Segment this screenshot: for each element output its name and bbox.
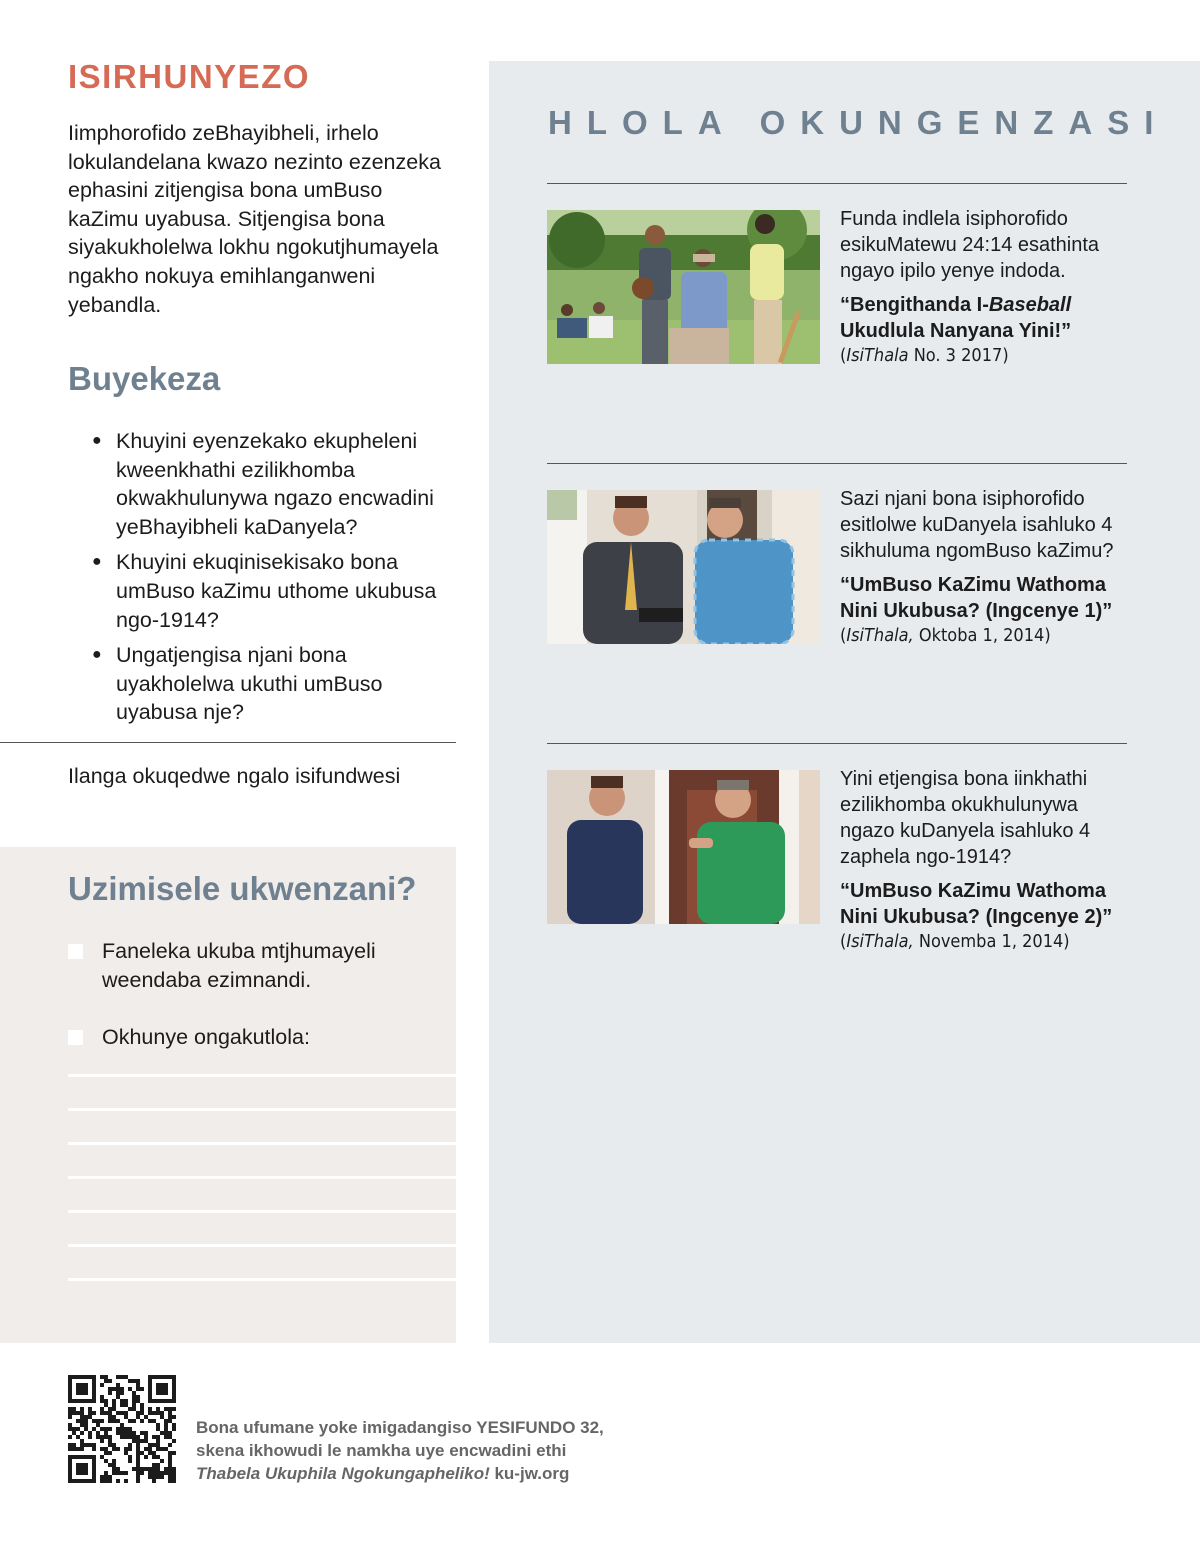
source-paren: ( (840, 345, 847, 366)
review-list (92, 427, 452, 734)
article-title-link[interactable] (840, 292, 1130, 344)
article-photo (547, 490, 820, 644)
article-description: Sazi njani bona isiphorofido esitlolwe kuDanyela isahluko 4 sikhuluma ngomBuso kaZimu? (840, 488, 1114, 562)
divider (0, 742, 456, 743)
checkbox[interactable] (68, 944, 83, 959)
write-in-line[interactable] (68, 1176, 456, 1179)
source-publication: IsiThala (846, 345, 909, 366)
write-in-line[interactable] (68, 1244, 456, 1247)
article-source (840, 930, 1130, 954)
article-title-link[interactable]: “UmBuso KaZimu Wathoma Nini Ukubusa? (Ingcenye 2)” (840, 880, 1113, 928)
completion-date-label: Ilanga okuqedwe ngalo isifundwesi (68, 764, 401, 788)
bullet-icon: ● (92, 553, 102, 571)
bullet-icon: ● (92, 646, 102, 664)
divider (547, 183, 1127, 184)
article-photo (547, 210, 820, 364)
article-title-text: Ukudlula Nanyana Yini!” (840, 320, 1072, 342)
article-title-link[interactable]: “UmBuso KaZimu Wathoma Nini Ukubusa? (Ingcenye 1)” (840, 574, 1113, 622)
write-in-line[interactable] (68, 1074, 456, 1077)
explore-title: HLOLA OKUNGENZASI (548, 104, 1169, 141)
write-in-line[interactable] (68, 1278, 456, 1281)
goal-item-text: Faneleka ukuba mtjhumayeli weendaba ezimnandi. (102, 939, 376, 992)
article-source (840, 344, 1130, 368)
article-title-italic: Baseball (988, 294, 1072, 316)
review-item (92, 427, 452, 541)
footer-line: skena ikhowudi le namkha uye encwadini ethi (196, 1441, 567, 1460)
goal-box (0, 847, 456, 1343)
bullet-icon: ● (92, 432, 102, 449)
source-issue: No. 3 2017) (908, 345, 1009, 366)
source-issue: Oktoba 1, 2014) (913, 625, 1051, 646)
review-title: Buyekeza (68, 360, 221, 397)
footer-line: Bona ufumane yoke imigadangiso YESIFUNDO 32, (196, 1418, 604, 1437)
article-title-text: “Bengithanda I- (840, 294, 989, 316)
review-item (92, 548, 452, 634)
article-source (840, 624, 1130, 648)
source-issue: Novemba 1, 2014) (913, 931, 1070, 952)
review-item-text: Khuyini ekuqinisekisako bona umBuso kaZimu uthome ukubusa ngo-1914? (116, 550, 437, 632)
review-item-text: Ungatjengisa njani bona uyakholelwa ukuthi umBuso uyabusa nje? (116, 643, 383, 725)
qr-code-icon[interactable] (68, 1375, 176, 1483)
footer-text (196, 1416, 656, 1485)
write-in-line[interactable] (68, 1108, 456, 1111)
source-paren: ( (840, 625, 847, 646)
write-in-line[interactable] (68, 1210, 456, 1213)
goal-item[interactable] (68, 1023, 448, 1052)
review-item (92, 641, 452, 727)
article-photo (547, 770, 820, 924)
summary-text: Iimphorofido zeBhayibheli, irhelo lokulandelana kwazo nezinto ezenzeka ephasini zitjengisa bona umBuso kaZimu uyabusa. Sitjengisa bona siyakukholelwa lokhu ngokutjhumayela ngakho nokuya emihlanganweni yebandla. (68, 121, 441, 317)
divider (547, 743, 1127, 744)
goal-title: Uzimisele ukwenzani? (68, 870, 417, 907)
goal-item-text: Okhunye ongakutlola: (102, 1025, 310, 1049)
article-description: Funda indlela isiphorofido esikuMatewu 24:14 esathinta ngayo ipilo yenye indoda. (840, 208, 1100, 282)
footer-link-text[interactable]: ku-jw.org (489, 1464, 570, 1483)
source-paren: ( (840, 931, 847, 952)
source-publication: IsiThala, (846, 625, 914, 646)
source-publication: IsiThala, (846, 931, 914, 952)
article-description: Yini etjengisa bona iinkhathi ezilikhomba okukhulunywa ngazo kuDanyela isahluko 4 zaphela ngo-1914? (840, 768, 1091, 868)
checkbox[interactable] (68, 1030, 83, 1045)
footer-line (196, 1462, 656, 1485)
review-item-text: Khuyini eyenzekako ekupheleni kweenkhathi ezilikhomba okwakhulunywa ngazo encwadini yeBhayibheli kaDanyela? (116, 429, 434, 539)
summary-title: ISIRHUNYEZO (68, 58, 311, 95)
write-in-line[interactable] (68, 1142, 456, 1145)
book-title: Thabela Ukuphila Ngokungapheliko! (196, 1464, 490, 1483)
goal-item[interactable] (68, 937, 448, 994)
divider (547, 463, 1127, 464)
